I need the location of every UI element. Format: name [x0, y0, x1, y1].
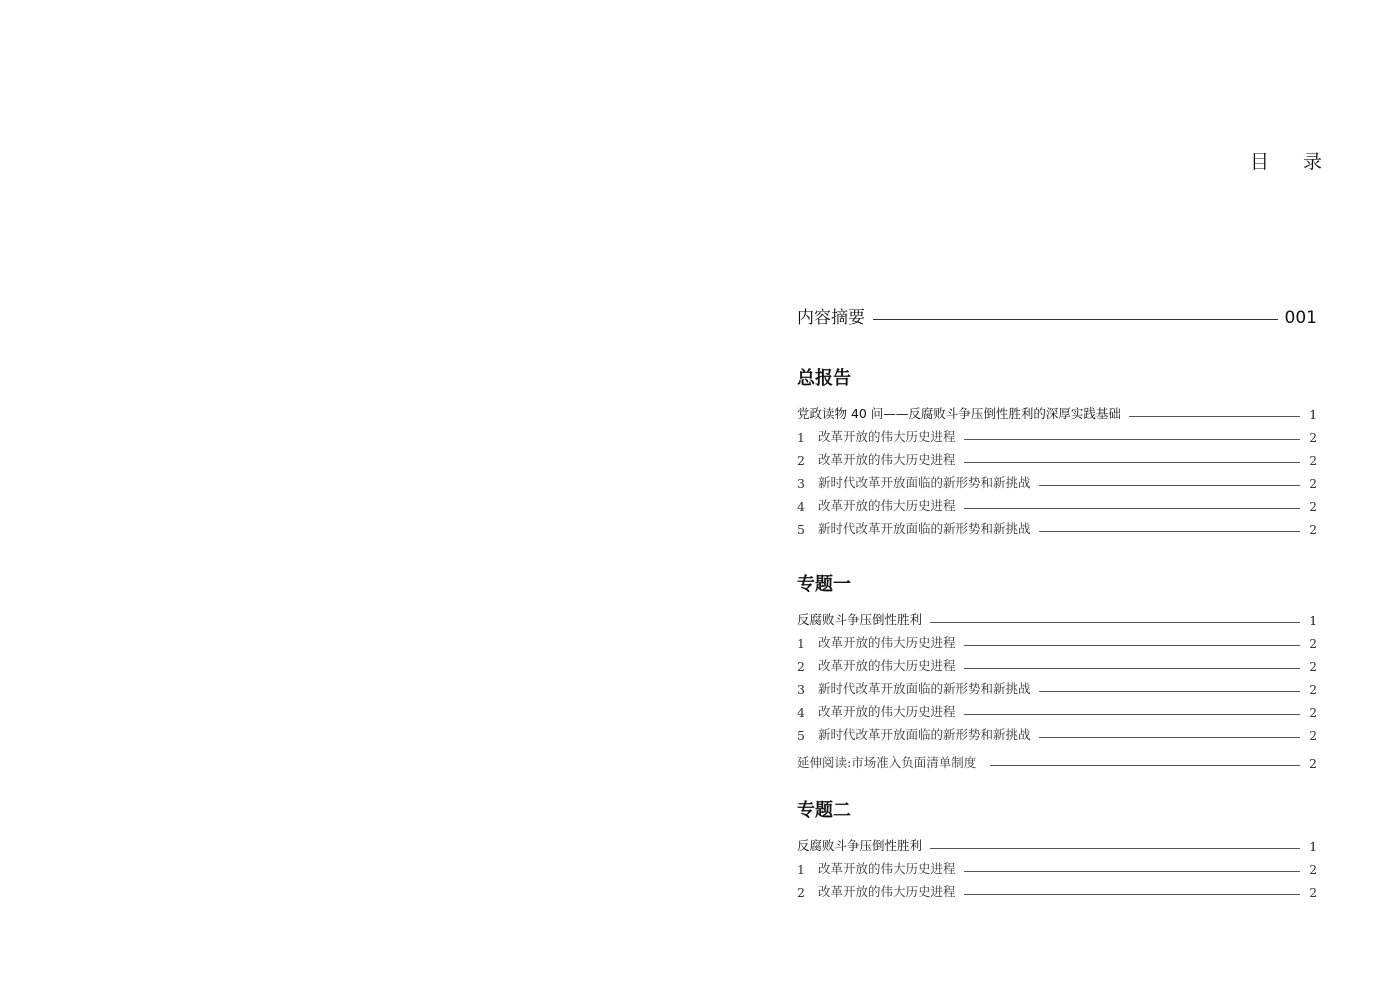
toc-entry-label: 改革开放的伟大历史进程	[818, 429, 956, 444]
toc-entry[interactable]	[797, 628, 1317, 651]
leader-line	[1039, 737, 1300, 738]
toc-entry-label: 新时代改革开放面临的新形势和新挑战	[818, 475, 1031, 490]
leader-line	[1039, 531, 1300, 532]
toc-entry-number: 3	[797, 682, 805, 697]
leader-line	[964, 871, 1300, 872]
leader-line	[873, 319, 1278, 320]
toc-entry-number: 2	[797, 659, 805, 674]
toc-entry-page: 2	[1309, 500, 1317, 514]
toc-entry-page: 2	[1309, 637, 1317, 651]
toc-entry-label: 新时代改革开放面临的新形势和新挑战	[818, 681, 1031, 696]
toc-entry[interactable]	[797, 674, 1317, 697]
toc-section-topic-two	[797, 796, 1317, 900]
leader-line	[964, 462, 1300, 463]
toc-entry-label: 新时代改革开放面临的新形势和新挑战	[818, 727, 1031, 742]
toc-entry-page: 1	[1309, 840, 1317, 854]
toc-entry[interactable]	[797, 854, 1317, 877]
toc-entry-page: 2	[1309, 660, 1317, 674]
toc-entry-label: 党政读物 40 问——反腐败斗争压倒性胜利的深厚实践基础	[797, 406, 1121, 421]
leader-line	[964, 439, 1300, 440]
toc-entry-label: 反腐败斗争压倒性胜利	[797, 612, 923, 627]
toc-entry-label: 新时代改革开放面临的新形势和新挑战	[818, 521, 1031, 536]
section-heading: 专题二	[797, 800, 851, 821]
toc-entry-label: 延伸阅读:市场准入负面清单制度	[797, 755, 977, 770]
toc-entry-page: 2	[1309, 431, 1317, 445]
leader-line	[964, 508, 1300, 509]
toc-entry[interactable]	[797, 445, 1317, 468]
toc-entry-page: 2	[1309, 706, 1317, 720]
toc-entry-page: 001	[1284, 308, 1317, 328]
toc-entry-number: 2	[797, 453, 805, 468]
toc-entry-label: 改革开放的伟大历史进程	[818, 658, 956, 673]
toc-entry-label: 反腐败斗争压倒性胜利	[797, 838, 923, 853]
toc-entry-page: 2	[1309, 683, 1317, 697]
toc-entry[interactable]	[797, 877, 1317, 900]
leader-line	[1039, 485, 1300, 486]
toc-entry-label: 改革开放的伟大历史进程	[818, 704, 956, 719]
toc-entry-number: 4	[797, 499, 805, 514]
toc-entry-page: 1	[1309, 614, 1317, 628]
toc-entry-label: 改革开放的伟大历史进程	[818, 452, 956, 467]
leader-line	[1039, 691, 1300, 692]
toc-entry-extended-reading[interactable]	[797, 745, 1317, 771]
toc-entry-number: 5	[797, 728, 805, 743]
toc-entry-page: 2	[1309, 454, 1317, 468]
toc-entry[interactable]	[797, 468, 1317, 491]
leader-line	[964, 714, 1300, 715]
toc-entry-page: 2	[1309, 477, 1317, 491]
toc-entry[interactable]	[797, 514, 1317, 537]
toc-entry-lead[interactable]	[797, 399, 1317, 422]
toc-section-topic-one	[797, 570, 1317, 771]
toc-entry-label: 改革开放的伟大历史进程	[818, 884, 956, 899]
toc-entry-label: 改革开放的伟大历史进程	[818, 635, 956, 650]
toc-entry-page: 1	[1309, 408, 1317, 422]
toc-entry-label: 改革开放的伟大历史进程	[818, 861, 956, 876]
toc-entry-lead[interactable]	[797, 831, 1317, 854]
toc-page	[699, 0, 1398, 982]
toc-entry-number: 4	[797, 705, 805, 720]
toc-entry-page: 2	[1309, 729, 1317, 743]
toc-entry-page: 2	[1309, 886, 1317, 900]
toc-entry-number: 2	[797, 885, 805, 900]
toc-entry[interactable]	[797, 422, 1317, 445]
toc-section-general-report	[797, 364, 1317, 537]
toc-entry-lead[interactable]	[797, 605, 1317, 628]
toc-entry[interactable]	[797, 491, 1317, 514]
leader-line	[964, 668, 1300, 669]
leader-line	[930, 622, 1300, 623]
leader-line	[1129, 416, 1300, 417]
toc-entry-page: 2	[1309, 756, 1317, 771]
section-heading: 专题一	[797, 574, 851, 595]
toc-entry-number: 3	[797, 476, 805, 491]
toc-entry-number: 5	[797, 522, 805, 537]
toc-entry[interactable]	[797, 720, 1317, 743]
toc-entry-number: 1	[797, 430, 805, 445]
toc-entry-label: 内容摘要	[797, 308, 865, 328]
toc-entry-number: 1	[797, 636, 805, 651]
toc-entry-summary[interactable]	[797, 303, 1317, 328]
leader-line	[990, 765, 1300, 766]
toc-entry-page: 2	[1309, 523, 1317, 537]
page-title: 目 录	[1249, 151, 1336, 173]
toc-entry[interactable]	[797, 697, 1317, 720]
leader-line	[964, 894, 1300, 895]
toc-entry[interactable]	[797, 651, 1317, 674]
leader-line	[930, 848, 1300, 849]
toc-entry-label: 改革开放的伟大历史进程	[818, 498, 956, 513]
toc-entry-page: 2	[1309, 863, 1317, 877]
leader-line	[964, 645, 1300, 646]
toc-entry-number: 1	[797, 862, 805, 877]
section-heading: 总报告	[797, 368, 851, 389]
